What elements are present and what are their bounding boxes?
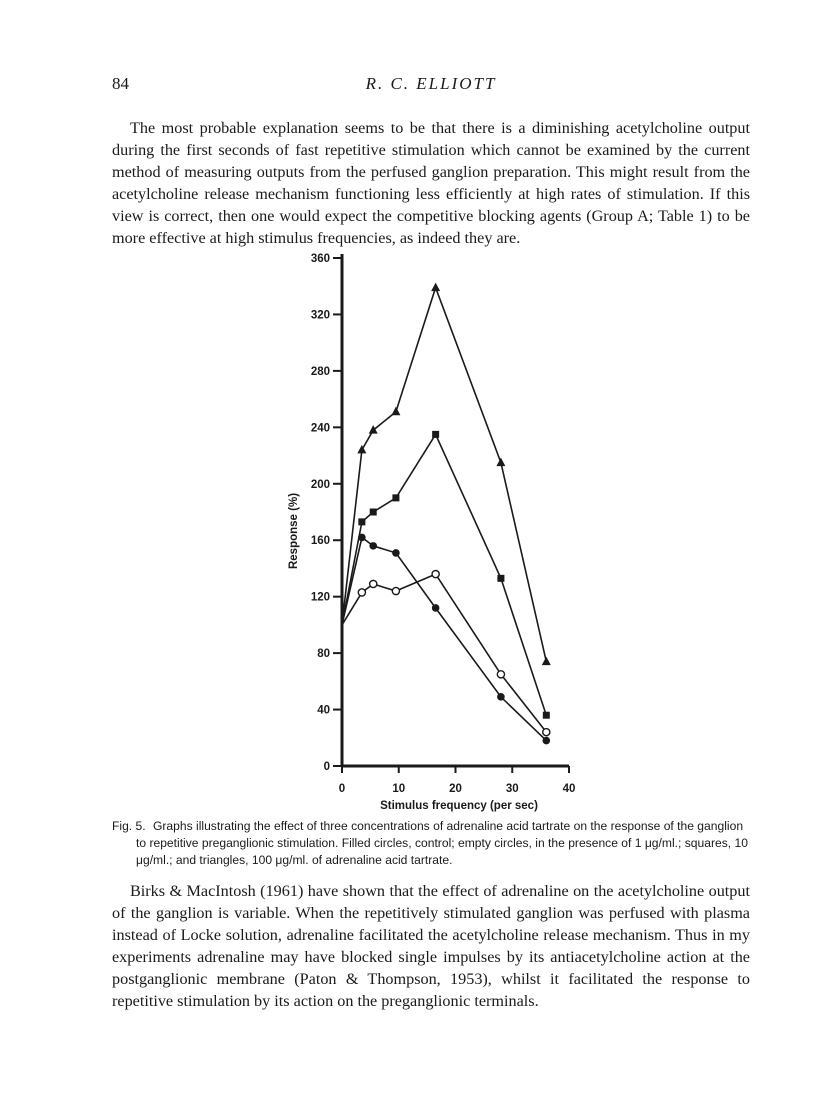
paragraph-2: Birks & MacIntosh (1961) have shown that the effect of adrenaline on the acetylcholine output of the ganglion is variable. When the repetitively stimulated ganglion was perfused with plasma instead of Locke solution, adrenaline facilitated the acetylcholine release mechanism. Thus in my experiments adrenaline may have blocked single impulses by its antiacetylcholine action at the postganglionic membrane (Paton & Thompson, 1953), whilst it facilitated the response to repetitive stimulation by its action on the preganglionic terminals. (112, 882, 750, 1010)
x-tick-label: 20 (449, 783, 462, 795)
chart-axes (311, 253, 576, 795)
data-point-triangle (431, 283, 440, 292)
data-point-triangle (357, 445, 366, 454)
y-tick-label: 280 (310, 365, 330, 378)
data-point-square (370, 509, 377, 516)
data-point-square (497, 575, 504, 582)
data-point-square (392, 494, 399, 501)
y-axis-label: Response (%) (288, 492, 300, 570)
series-empty-circle (342, 570, 550, 735)
data-point-square (543, 712, 550, 719)
data-point-filled-circle (497, 693, 505, 701)
y-tick-label: 320 (310, 309, 330, 322)
figure-caption-text: Graphs illustrating the effect of three concentrations of adrenaline acid tartrate on the response of the ganglion to repetitive preganglionic stimulation. Filled circles, control; empty circles, in the presence of 1 μg/ml.; squares, 10 μg/ml.; and triangles, 100 μg/ml. of adrenaline acid tartrate. (136, 819, 748, 867)
chart-series (342, 283, 551, 745)
series-triangle (342, 283, 551, 665)
series-square (342, 431, 550, 719)
x-tick-label: 0 (338, 783, 346, 795)
data-point-square (358, 518, 365, 525)
series-line (342, 574, 546, 732)
page-number: 84 (112, 74, 129, 93)
series-line (342, 434, 546, 715)
data-point-empty-circle (358, 589, 365, 596)
data-point-empty-circle (432, 570, 439, 577)
series-filled-circle (342, 534, 550, 745)
data-point-triangle (369, 425, 378, 434)
x-tick-label: 30 (505, 783, 519, 795)
y-tick-label: 0 (323, 761, 330, 773)
figure-label: Fig. 5. (112, 819, 146, 833)
x-axis-label: Stimulus frequency (per sec) (380, 800, 538, 812)
running-head: R. C. ELLIOTT (365, 74, 497, 93)
x-tick-label: 10 (392, 783, 406, 795)
y-tick-label: 40 (317, 704, 330, 717)
data-point-empty-circle (543, 729, 550, 736)
page-header (112, 74, 750, 100)
series-line (342, 288, 546, 662)
y-tick-label: 80 (317, 648, 330, 661)
series-line (342, 537, 546, 740)
y-tick-label: 160 (310, 535, 330, 548)
data-point-triangle (496, 458, 505, 467)
data-point-triangle (542, 657, 551, 666)
x-tick-label: 40 (562, 783, 576, 795)
data-point-square (432, 431, 439, 438)
paragraph-1: The most probable explanation seems to be that there is a diminishing acetylcholine output during the first seconds of fast repetitive stimulation which cannot be examined by the current method of measuring outputs from the perfused ganglion preparation. This might result from the acetylcholine release mechanism functioning less efficiently at high rates of stimulation. If this view is correct, then one would expect the competitive blocking agents (Group A; Table 1) to be more effective at high stimulus frequencies, as indeed they are. (112, 119, 750, 247)
y-tick-label: 200 (310, 478, 330, 491)
data-point-filled-circle (543, 737, 551, 745)
figure-5 (270, 246, 600, 816)
data-point-empty-circle (497, 671, 504, 678)
data-point-empty-circle (392, 587, 399, 594)
y-tick-label: 120 (310, 591, 330, 604)
figure-caption (112, 818, 752, 869)
data-point-filled-circle (369, 542, 377, 550)
data-point-triangle (391, 407, 400, 416)
response-frequency-chart (270, 246, 600, 816)
data-point-filled-circle (392, 549, 400, 557)
data-point-filled-circle (432, 604, 440, 612)
y-tick-label: 240 (310, 422, 330, 435)
y-tick-label: 360 (310, 253, 330, 265)
data-point-empty-circle (370, 580, 377, 587)
